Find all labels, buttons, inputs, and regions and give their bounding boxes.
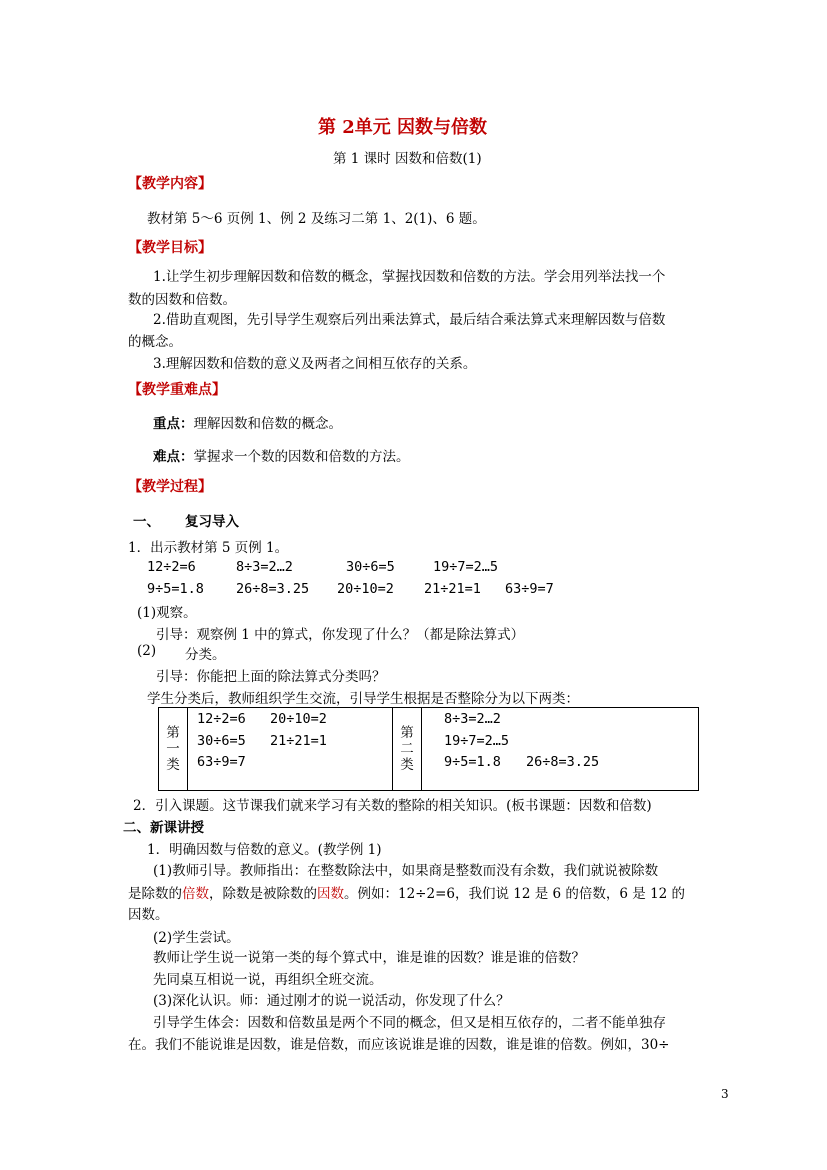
- equation: 20÷10=2: [270, 711, 327, 727]
- goal-1-line-a: 1.让学生初步理解因数和倍数的概念，掌握找因数和倍数的方法。学会用列举法找一个: [153, 269, 666, 285]
- goals-heading: 【教学目标】: [128, 240, 212, 256]
- equation: 26÷8=3.25: [236, 581, 310, 597]
- difficult-point: [153, 445, 410, 465]
- equation: 12÷2=6: [147, 559, 196, 575]
- deepen-line-b: 在。我们不能说谁是因数，谁是倍数，而应该说谁是谁的因数，谁是谁的倍数。例如，30÷: [128, 1037, 670, 1053]
- equation: 9÷5=1.8: [147, 581, 204, 597]
- guide-2: 引导：你能把上面的除法算式分类吗？: [156, 669, 386, 685]
- deepen-understanding: (3)深化认识。师：通过刚才的说一说活动，你发现了什么？: [153, 993, 510, 1009]
- category-1-label: 第 一 类: [159, 708, 188, 791]
- difficult-text: 掌握求一个数的因数和倍数的方法。: [193, 449, 410, 465]
- section-1-number: 一、: [133, 514, 160, 530]
- step-3: 1．明确因数与倍数的意义。(教学例 1): [147, 842, 382, 858]
- equation: 19÷7=2…5: [433, 559, 499, 575]
- multiple-term: 倍数: [182, 886, 209, 902]
- guide-1: 引导：观察例 1 中的算式，你发现了什么？（都是除法算式）: [156, 627, 525, 643]
- equation: 12÷2=6: [197, 711, 246, 727]
- equation: 63÷9=7: [197, 754, 246, 770]
- key-label: 重点：: [153, 416, 194, 432]
- factor-term: 因数: [317, 886, 344, 902]
- category-1-cell: [188, 708, 393, 791]
- content-text: 教材第 5～6 页例 1、例 2 及练习二第 1、2(1)、6 题。: [147, 211, 486, 227]
- page-number: 3: [721, 1087, 729, 1101]
- student-try: (2)学生尝试。: [153, 930, 240, 946]
- key-text: 理解因数和倍数的概念。: [193, 416, 342, 432]
- observe-step: (1)观察。: [137, 605, 197, 621]
- student-try-a: 教师让学生说一说第一类的每个算式中，谁是谁的因数？谁是谁的倍数？: [153, 950, 585, 966]
- category-2-label: 第 二 类: [393, 708, 422, 791]
- equation: 26÷8=3.25: [526, 754, 600, 770]
- process-heading: 【教学过程】: [128, 479, 212, 495]
- classification-table: [158, 707, 699, 791]
- step-2: 2．引入课题。这节课我们就来学习有关数的整除的相关知识。(板书课题：因数和倍数): [133, 798, 652, 814]
- student-try-b: 先同桌互相说一说，再组织全班交流。: [153, 972, 383, 988]
- section-2-title: 二、新课讲授: [123, 820, 204, 836]
- deepen-line-a: 引导学生体会：因数和倍数虽是两个不同的概念，但又是相互依存的，二者不能单独存: [153, 1015, 666, 1031]
- equation: 9÷5=1.8: [444, 754, 501, 770]
- equation: 30÷6=5: [346, 559, 395, 575]
- page-title: 第 2单元 因数与倍数: [318, 117, 488, 138]
- equation: 21÷21=1: [424, 581, 481, 597]
- key-point: [153, 412, 342, 432]
- equation: 30÷6=5: [197, 733, 246, 749]
- goal-2-line-b: 的概念。: [128, 334, 182, 350]
- teacher-guide-line-c: 因数。: [128, 907, 169, 923]
- teacher-guide-line-b: 是除数的倍数，除数是被除数的因数。例如：12÷2=6，我们说 12 是 6 的倍数，6 是 12 的: [128, 886, 686, 902]
- difficult-label: 难点：: [153, 449, 194, 465]
- goal-2-line-a: 2.借助直观图，先引导学生观察后列出乘法算式，最后结合乘法算式来理解因数与倍数: [153, 312, 666, 328]
- equation: 8÷3=2…2: [236, 559, 293, 575]
- section-1-title: 复习导入: [185, 514, 239, 530]
- teacher-guide-line-a: (1)教师引导。教师指出：在整数除法中，如果商是整数而没有余数，我们就说被除数: [153, 863, 659, 879]
- equation: 8÷3=2…2: [444, 711, 501, 727]
- goal-3: 3.理解因数和倍数的意义及两者之间相互依存的关系。: [153, 356, 477, 372]
- goal-1-line-b: 数的因数和倍数。: [128, 292, 236, 308]
- classify-step-number: (2): [137, 643, 157, 659]
- equation: 21÷21=1: [270, 733, 327, 749]
- step-1: 1．出示教材第 5 页例 1。: [128, 540, 289, 556]
- classify-step: 分类。: [185, 647, 226, 663]
- equation: 19÷7=2…5: [444, 733, 510, 749]
- equation: 20÷10=2: [337, 581, 394, 597]
- classify-instruction: 学生分类后，教师组织学生交流，引导学生根据是否整除分为以下两类：: [147, 691, 579, 707]
- key-heading: 【教学重难点】: [128, 382, 226, 398]
- content-heading: 【教学内容】: [128, 176, 212, 192]
- equation: 63÷9=7: [505, 581, 554, 597]
- lesson-subtitle: 第 1 课时 因数和倍数(1): [333, 151, 482, 167]
- category-2-cell: [422, 708, 699, 791]
